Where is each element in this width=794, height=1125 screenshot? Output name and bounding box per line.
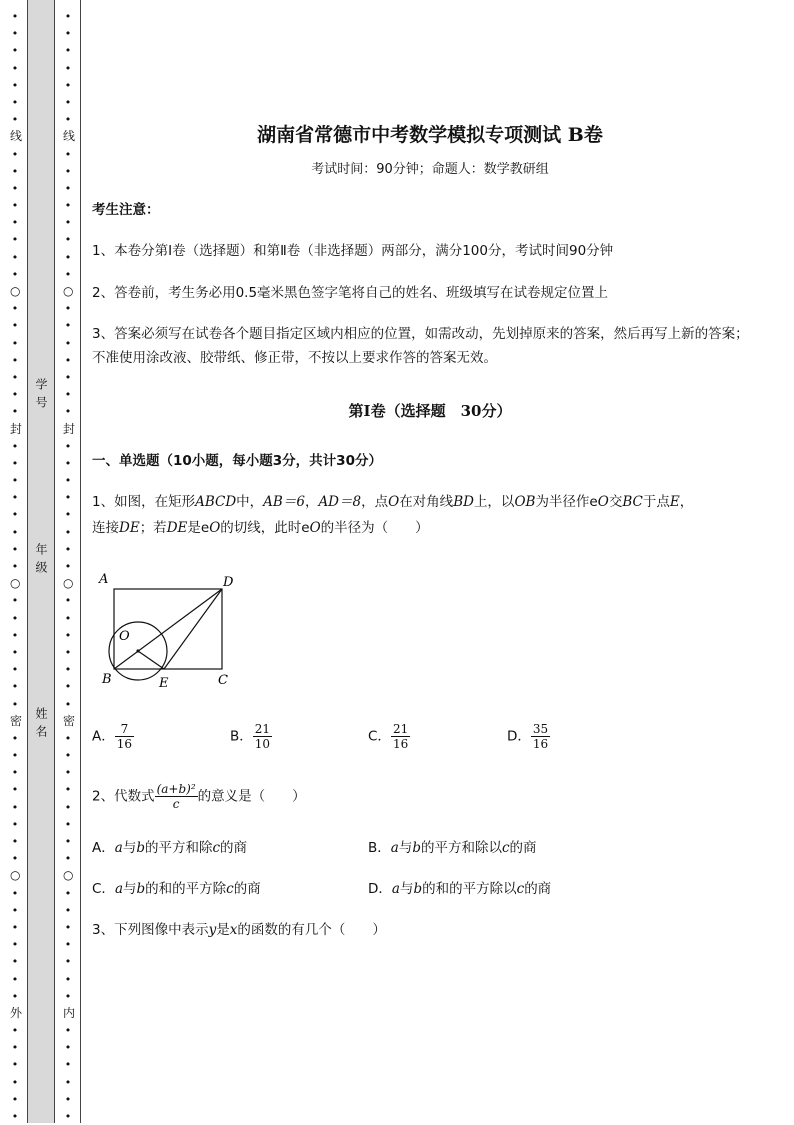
margin-dot: • [11,199,19,213]
margin-dot: • [64,611,72,625]
margin-mark: ○ [10,576,21,591]
margin-dot: • [11,474,19,488]
q1-option-a[interactable]: A． $\frac{7}{16}$ [92,722,133,751]
margin-mark: ○ [10,284,21,298]
margin-dot: • [11,766,19,780]
margin-dot: • [64,989,72,1003]
margin-dot: • [64,250,72,264]
margin-dot: • [11,731,19,745]
margin-dot: • [64,95,72,109]
margin-dot: • [64,955,72,969]
margin-dot: • [64,817,72,831]
margin-mark: 封 [63,421,76,436]
margin-dot: • [11,1075,19,1089]
exam-info: 考试时间：90分钟；命题人：数学教研组 [311,162,549,177]
margin-dot: • [64,1058,72,1072]
margin-dot: • [11,835,19,848]
margin-dot: • [11,164,19,178]
grade-label: 年级 [34,543,48,579]
margin-dot: • [11,250,19,264]
question-1-line-2: 连接DE；若DE是eO的切线，此时eO的半径为（ ） [92,520,429,536]
question-1-line-1: 1、如图，在矩形ABCD中，AB＝6，AD＝8，点O在对角线BD上，以OB为半径作eO交BC于点E， [92,494,694,510]
name-label: 姓名 [34,707,48,743]
margin-dot: • [11,44,19,58]
diagonal-bd [114,589,222,669]
margin-dot: • [64,1041,72,1055]
left-dot-column [10,8,23,1125]
point-label-b: B [102,672,112,687]
margin-dot: • [64,731,72,745]
margin-dot: • [64,1024,72,1038]
margin-dot: • [64,388,72,402]
radius-oe [138,651,164,669]
margin-dot: • [64,903,72,917]
margin-dot: • [11,216,19,230]
margin-dot: • [64,439,72,453]
margin-dot: • [64,474,72,488]
margin-dot: • [11,1058,19,1072]
margin-dot: • [64,181,72,195]
margin-dot: • [11,147,19,161]
margin-dot: • [11,302,19,316]
margin-dot: • [64,353,72,367]
q1-option-d[interactable]: D． $\frac{35}{16}$ [507,722,549,751]
margin-mark: 线 [10,129,23,144]
margin-dot: • [64,852,72,866]
margin-dot: • [11,542,19,556]
margin-dot: • [64,783,72,797]
margin-mark: 内 [63,1005,76,1020]
margin-dot: • [11,663,19,677]
margin-mark: ○ [63,284,74,298]
margin-dot: • [64,749,72,763]
point-label-o: O [119,629,130,644]
notice-heading: 考生注意： [92,202,160,218]
margin-dot: • [64,113,72,127]
margin-dot: • [11,181,19,195]
margin-dot: • [64,1110,72,1123]
margin-dot: • [11,783,19,797]
margin-dot: • [64,302,72,316]
margin-dot: • [11,267,19,281]
margin-dot: • [11,886,19,900]
margin-dot: • [64,491,72,505]
margin-dot: • [11,353,19,367]
q1-option-c[interactable]: C． $\frac{21}{16}$ [368,722,409,751]
margin-dot: • [11,972,19,986]
margin-dot: • [64,560,72,573]
center-o [136,649,139,652]
margin-dot: • [64,525,72,539]
margin-dot: • [11,680,19,694]
margin-dot: • [64,972,72,986]
margin-dot: • [64,628,72,642]
q1-option-b[interactable]: B． $\frac{21}{10}$ [230,722,271,751]
notice-item: 3、答案必须写在试卷各个题目指定区域内相应的位置，如需改动，先划掉原来的答案，然后再写上新的答案；不准使用涂改液、胶带纸、修正带，不按以上要求作答的答案无效。 [92,326,749,366]
point-label-e: E [159,676,169,691]
margin-dot: • [11,370,19,384]
margin-dot: • [11,491,19,505]
margin-dot: • [64,938,72,952]
margin-dot: • [11,645,19,659]
margin-dot: • [64,199,72,213]
margin-dot: • [64,697,72,711]
margin-dot: • [11,560,19,573]
margin-dot: • [11,852,19,866]
margin-dot: • [64,216,72,230]
margin-dot: • [64,835,72,848]
margin-dot: • [11,61,19,75]
margin-dot: • [11,233,19,247]
margin-dot: • [11,1024,19,1038]
margin-dot: • [64,405,72,419]
margin-mark: 封 [10,421,23,436]
q2-option-a[interactable]: A．a与b的平方和除c的商 [92,840,248,856]
question-2-stem: 2、代数式 $\frac{\text{(a+b)²}}{c}$ 的意义是（ ） [92,782,306,811]
q2-option-c[interactable]: C．a与b的和的平方除c的商 [92,881,261,897]
margin-dot: • [11,388,19,402]
margin-dot: • [64,645,72,659]
q2-option-b[interactable]: B．a与b的平方和除以c的商 [368,840,537,856]
margin-dot: • [11,989,19,1003]
margin-mark: ○ [63,576,74,591]
margin-dot: • [11,319,19,333]
margin-dot: • [11,938,19,952]
margin-dot: • [11,508,19,522]
margin-dot: • [64,886,72,900]
right-dot-column [63,8,76,1125]
margin-dot: • [11,336,19,350]
margin-dot: • [11,920,19,934]
margin-dot: • [64,508,72,522]
margin-dot: • [11,1092,19,1106]
margin-dot: • [64,44,72,58]
margin-mark: ○ [10,868,21,883]
margin-dot: • [11,817,19,831]
point-label-d: D [223,575,234,590]
segment-de [164,589,222,669]
margin-dot: • [64,164,72,178]
margin-mark: 外 [10,1005,23,1020]
margin-dot: • [11,697,19,711]
binding-line [80,0,81,1123]
margin-dot: • [64,594,72,608]
margin-dot: • [11,27,19,41]
margin-dot: • [64,456,72,470]
q2-option-d[interactable]: D．a与b的和的平方除以c的商 [368,881,552,897]
margin-dot: • [64,61,72,75]
margin-dot: • [11,525,19,539]
margin-dot: • [64,766,72,780]
margin-dot: • [64,267,72,281]
margin-dot: • [11,456,19,470]
point-label-c: C [218,673,228,688]
margin-mark: 密 [63,713,76,728]
margin-dot: • [11,78,19,92]
margin-dot: • [11,749,19,763]
notice-item: 1、本卷分第I卷（选择题）和第Ⅱ卷（非选择题）两部分，满分100分，考试时间90分钟 [92,243,614,259]
margin-dot: • [64,336,72,350]
student-id-label: 学号 [34,378,48,414]
margin-dot: • [64,78,72,92]
margin-dot: • [11,628,19,642]
margin-dot: • [64,319,72,333]
margin-dot: • [11,800,19,814]
margin-dot: • [64,370,72,384]
rectangle-circle-figure [92,565,252,695]
question-3-stem: 3、下列图像中表示y是x的函数的有几个（ ） [92,922,386,938]
margin-dot: • [11,113,19,127]
margin-dot: • [64,10,72,23]
margin-dot: • [11,439,19,453]
margin-mark: ○ [63,868,74,883]
margin-dot: • [64,1092,72,1106]
margin-mark: 线 [63,129,76,144]
margin-dot: • [11,405,19,419]
section-title: 第I卷（选择题 30分） [348,402,512,420]
margin-dot: • [11,611,19,625]
margin-dot: • [64,680,72,694]
margin-mark: 密 [10,713,23,728]
margin-dot: • [64,1075,72,1089]
page-title: 湖南省常德市中考数学模拟专项测试 B卷 [257,124,603,146]
margin-dot: • [11,1041,19,1055]
notice-item: 2、答卷前，考生务必用0.5毫米黑色签字笔将自己的姓名、班级填写在试卷规定位置上 [92,285,609,301]
margin-dot: • [11,594,19,608]
margin-dot: • [64,147,72,161]
margin-dot: • [11,10,19,23]
margin-dot: • [64,27,72,41]
point-label-a: A [99,572,109,587]
margin-dot: • [11,95,19,109]
margin-dot: • [11,955,19,969]
part-heading: 一、单选题（10小题，每小题3分，共计30分） [92,453,382,469]
margin-dot: • [11,1110,19,1123]
margin-dot: • [64,542,72,556]
margin-dot: • [11,903,19,917]
margin-dot: • [64,663,72,677]
margin-dot: • [64,920,72,934]
margin-dot: • [64,233,72,247]
margin-dot: • [64,800,72,814]
